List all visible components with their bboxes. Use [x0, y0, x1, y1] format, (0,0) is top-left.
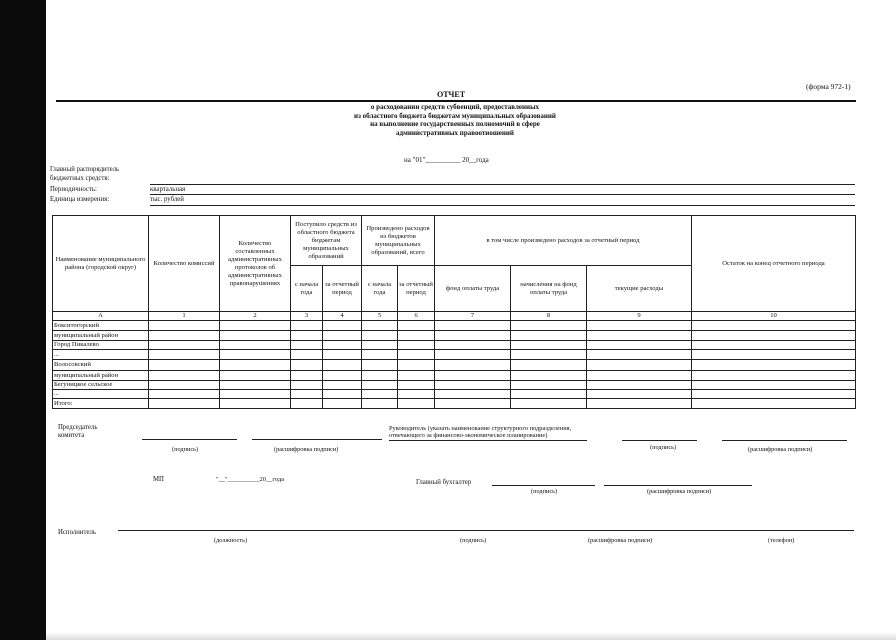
table-cell [692, 331, 856, 341]
table-cell [362, 371, 398, 381]
table-cell [220, 381, 291, 390]
subtitle-line: о расходовании средств субвенций, предоставленных [370, 103, 540, 111]
header-for-period: за отчетный период [398, 266, 435, 312]
table-cell [587, 390, 692, 399]
table-cell [692, 371, 856, 381]
head-signature-line [622, 440, 697, 441]
chairman-decoding-line [252, 439, 382, 440]
table-cell [398, 341, 435, 350]
table-cell [323, 399, 362, 409]
table-cell [692, 350, 856, 360]
table-row [53, 321, 856, 331]
table-cell [220, 390, 291, 399]
header-name: Наименование муниципального района (городской округ) [53, 216, 149, 312]
table-cell [291, 399, 323, 409]
caption-decoding: (расшифровка подписи) [748, 446, 813, 453]
table-body [53, 321, 856, 409]
table-cell [291, 390, 323, 399]
table-cell [587, 321, 692, 331]
table-cell [692, 321, 856, 331]
report-title: ОТЧЕТ [437, 90, 466, 99]
row-name: ... [53, 350, 149, 360]
row-name: муниципальный район [53, 371, 149, 381]
subtitle-line: административных правоотношений [396, 128, 514, 137]
col-number: 5 [362, 312, 398, 321]
col-number: 1 [149, 312, 220, 321]
table-cell [587, 399, 692, 409]
scan-black-edge [0, 0, 46, 640]
caption-decoding: (расшифровка подписи) [274, 446, 339, 453]
table-cell [587, 360, 692, 371]
table-cell [291, 350, 323, 360]
table-cell [587, 350, 692, 360]
table-cell [149, 399, 220, 409]
header-spent: Произведено расходов из бюджетов муниципальных образований, всего [362, 216, 435, 266]
table-cell [511, 321, 587, 331]
table-cell [291, 331, 323, 341]
header-commissions: Количество комиссий [149, 216, 220, 312]
table-cell [511, 360, 587, 371]
table-cell [362, 350, 398, 360]
table-cell [511, 350, 587, 360]
table-cell [323, 360, 362, 371]
table-cell [587, 331, 692, 341]
table-cell [511, 399, 587, 409]
caption-phone: (телефон) [768, 537, 795, 544]
chairman-label-2: комитета [58, 432, 85, 439]
col-number: 3 [291, 312, 323, 321]
table-cell [362, 381, 398, 390]
head-underline [389, 440, 587, 441]
periodicity-value: квартальная [150, 186, 186, 193]
row-name: Итого: [53, 399, 149, 409]
form-number: (форма 972-1) [806, 82, 851, 91]
table-cell [435, 399, 511, 409]
table-cell [398, 331, 435, 341]
table-cell [323, 371, 362, 381]
table-cell [435, 331, 511, 341]
table-cell [362, 341, 398, 350]
col-number: 4 [323, 312, 362, 321]
col-number: 10 [692, 312, 856, 321]
head-label: Руководитель (указать наименование структурного подразделения, [389, 425, 572, 432]
periodicity-field-line [150, 194, 855, 195]
table-cell [398, 371, 435, 381]
chairman-signature-line [142, 439, 237, 440]
col-number: 9 [587, 312, 692, 321]
table-cell [435, 371, 511, 381]
col-number: 8 [511, 312, 587, 321]
table-row [53, 341, 856, 350]
table-cell [149, 381, 220, 390]
table-cell [149, 350, 220, 360]
row-name: Город Пикалево [53, 341, 149, 350]
caption-signature: (подпись) [460, 537, 487, 544]
table-cell [398, 350, 435, 360]
chairman-label: Председатель [58, 424, 98, 431]
table-cell [220, 360, 291, 371]
table-cell [323, 321, 362, 331]
unit-value: тыс. рублей [150, 196, 184, 203]
table-cell [692, 390, 856, 399]
col-number: А [53, 312, 149, 321]
manager-field-line [150, 184, 855, 185]
unit-field-line [150, 205, 855, 206]
header-including: в том числе произведено расходов за отчетный период [435, 216, 692, 266]
table-cell [149, 321, 220, 331]
row-name: Волосовский [53, 360, 149, 371]
table-cell [291, 360, 323, 371]
col-number: 2 [220, 312, 291, 321]
table-cell [323, 381, 362, 390]
table-cell [692, 381, 856, 390]
table-cell [220, 399, 291, 409]
table-row [53, 399, 856, 409]
table-cell [435, 321, 511, 331]
table-cell [149, 371, 220, 381]
table-cell [291, 341, 323, 350]
table-cell [398, 390, 435, 399]
header-protocols: Количество составленных административных протоколов об административных правонарушениях [220, 216, 291, 312]
scan-bottom-shadow [46, 632, 896, 640]
subtitle-line: на выполнение государственных полномочий в сфере [370, 120, 540, 128]
table-row [53, 360, 856, 371]
table-cell [362, 360, 398, 371]
table-cell [435, 390, 511, 399]
table-cell [220, 321, 291, 331]
caption-signature: (подпись) [531, 488, 558, 495]
table-cell [511, 331, 587, 341]
manager-label-2: бюджетных средств: [50, 175, 110, 182]
table-cell [362, 321, 398, 331]
table-cell [323, 350, 362, 360]
sign-date: "__"__________20__года [216, 476, 284, 483]
caption-position: (должность) [214, 537, 248, 544]
table-cell [149, 331, 220, 341]
table-cell [362, 331, 398, 341]
table-cell [435, 381, 511, 390]
caption-decoding: (расшифровка подписи) [588, 537, 653, 544]
table-cell [435, 341, 511, 350]
subtitle-line: из областного бюджета бюджетам муниципальных образований [354, 111, 556, 120]
accountant-decoding-line [604, 485, 752, 486]
table-cell [149, 390, 220, 399]
caption-decoding: (расшифровка подписи) [647, 488, 712, 495]
table-cell [692, 399, 856, 409]
table-cell [291, 381, 323, 390]
col-number: 6 [398, 312, 435, 321]
table-cell [587, 341, 692, 350]
chief-accountant-label: Главный бухгалтер [416, 479, 472, 486]
table-cell [323, 390, 362, 399]
report-subtitle [330, 103, 580, 137]
caption-signature: (подпись) [172, 446, 199, 453]
table-cell [435, 350, 511, 360]
caption-signature: (подпись) [650, 444, 677, 451]
periodicity-label: Периодичность: [50, 186, 97, 193]
report-table [52, 215, 856, 409]
table-cell [362, 399, 398, 409]
table-cell [511, 341, 587, 350]
table-cell [323, 341, 362, 350]
table-cell [587, 371, 692, 381]
table-row [53, 371, 856, 381]
accountant-signature-line [492, 485, 595, 486]
table-cell [692, 341, 856, 350]
title-rule [56, 100, 856, 102]
table-cell [220, 371, 291, 381]
table-row [53, 390, 856, 399]
row-name: Бокситогорский [53, 321, 149, 331]
manager-label: Главный распорядитель [50, 166, 120, 173]
table-cell [398, 321, 435, 331]
table-cell [511, 381, 587, 390]
table-cell [149, 360, 220, 371]
table-cell [511, 390, 587, 399]
column-number-row [53, 312, 856, 321]
table-cell [587, 381, 692, 390]
header-accruals: начисления на фонд оплаты труда [511, 266, 587, 312]
table-cell [435, 360, 511, 371]
report-date: на "01"__________ 20__года [404, 156, 489, 164]
table-cell [398, 381, 435, 390]
head-label-2: отвечающего за финансово-экономическое планирование) [389, 432, 548, 439]
table-row [53, 381, 856, 390]
table-cell [323, 331, 362, 341]
stamp-place-label: МП [153, 476, 164, 483]
header-from-start: с начала года [291, 266, 323, 312]
table-cell [149, 341, 220, 350]
executor-label: Исполнитель [58, 529, 97, 536]
head-decoding-line [722, 440, 847, 441]
row-name: муниципальный район [53, 331, 149, 341]
table-cell [220, 350, 291, 360]
header-fot: фонд оплаты труда [435, 266, 511, 312]
header-for-period: за отчетный период [323, 266, 362, 312]
table-cell [291, 371, 323, 381]
col-number: 7 [435, 312, 511, 321]
header-remainder: Остаток на конец отчетного периода [692, 216, 856, 312]
table-cell [220, 341, 291, 350]
table-cell [291, 321, 323, 331]
table-cell [362, 390, 398, 399]
header-from-start: с начала года [362, 266, 398, 312]
header-received: Поступило средств из областного бюджета бюджетам муниципальных образований [291, 216, 362, 266]
table-cell [398, 360, 435, 371]
table-cell [398, 399, 435, 409]
table-cell [220, 331, 291, 341]
row-name: ... [53, 390, 149, 399]
row-name: Бегуницкое сельское [53, 381, 149, 390]
table-row [53, 350, 856, 360]
table-row [53, 331, 856, 341]
table-cell [692, 360, 856, 371]
unit-label: Единица измерения: [50, 196, 110, 203]
executor-line [118, 530, 854, 531]
header-current: текущие расходы [587, 266, 692, 312]
table-cell [511, 371, 587, 381]
